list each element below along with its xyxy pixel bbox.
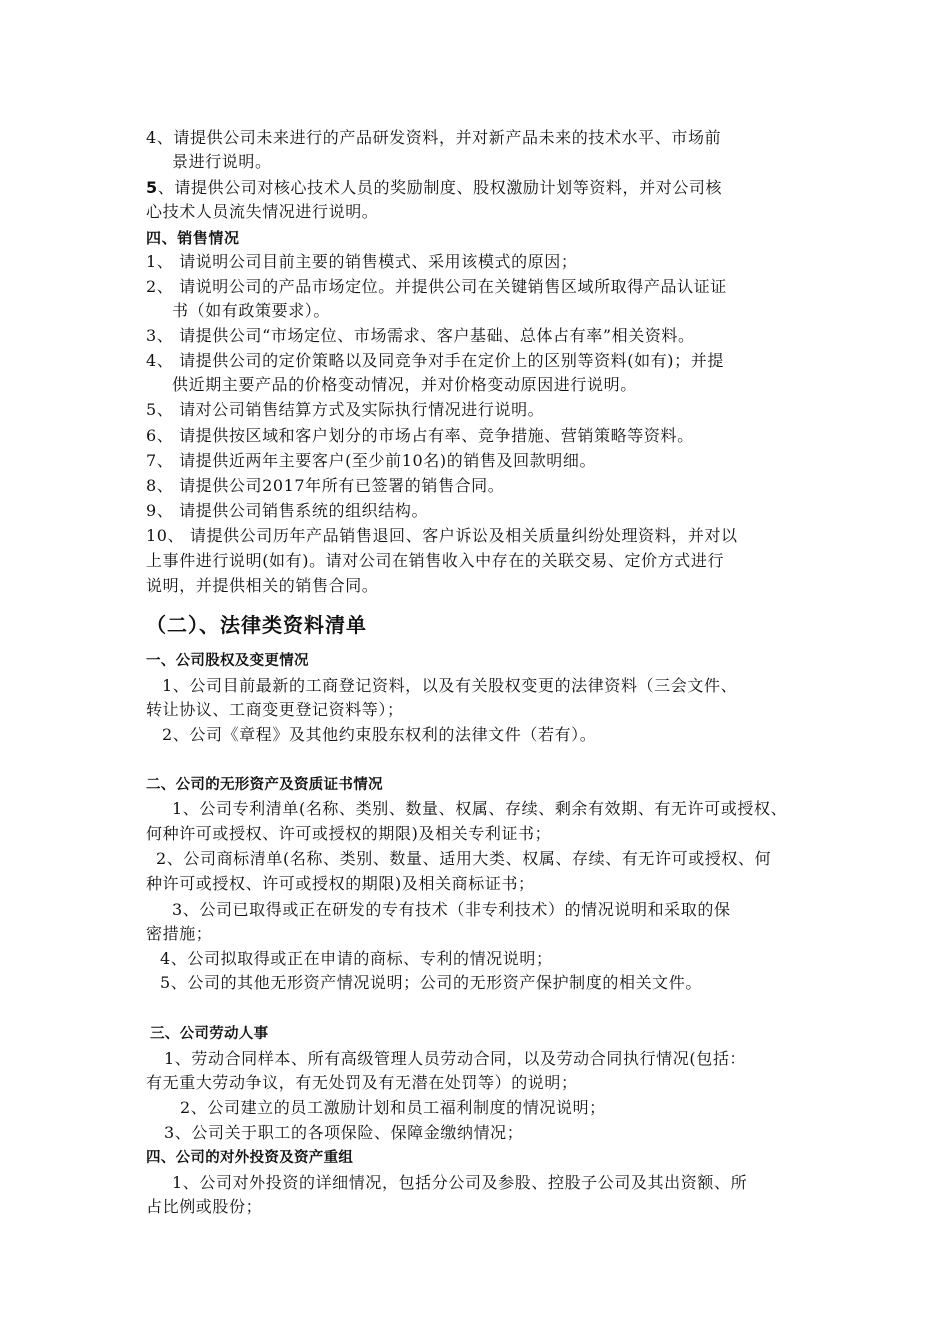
sales-heading: 四、销售情况 [146, 229, 240, 247]
legal-s4-heading: 四、公司的对外投资及资产重组 [146, 1150, 354, 1166]
legal-s4-item-1-line-2: 占比例或股份； [146, 1197, 263, 1216]
legal-s2-item-5: 5、公司的其他无形资产情况说明；公司的无形资产保护制度的相关文件。 [160, 973, 702, 992]
sales-item-6: 6、 请提供按区域和客户划分的市场占有率、竞争措施、营销策略等资料。 [146, 426, 694, 445]
sales-item-8: 8、 请提供公司2017年所有已签署的销售合同。 [146, 476, 505, 495]
legal-s1-item-2: 2、公司《章程》及其他约束股东权利的法律文件（若有）。 [162, 725, 597, 744]
legal-s2-item-1-line-2: 何种许可或授权、许可或授权的期限)及相关专利证书； [146, 824, 552, 843]
tech-item-4-line-1: 4、请提供公司未来进行的产品研发资料，并对新产品未来的技术水平、市场前 [146, 128, 722, 147]
tech-item-5-line-2: 心技术人员流失情况进行说明。 [146, 202, 379, 221]
sales-item-4-line-2: 供近期主要产品的价格变动情况，并对价格变动原因进行说明。 [172, 375, 637, 394]
legal-s2-item-2-line-2: 种许可或授权、许可或授权的期限)及相关商标证书； [146, 874, 535, 893]
legal-s2-item-3-line-2: 密措施； [146, 924, 213, 943]
legal-s1-item-1-line-2: 转让协议、工商变更登记资料等）； [146, 700, 404, 719]
legal-s4-item-1-line-1: 1、公司对外投资的详细情况，包括分公司及参股、控股子公司及其出资额、所 [172, 1173, 748, 1192]
legal-s2-heading: 二、公司的无形资产及资质证书情况 [146, 777, 383, 793]
tech-item-5-line-1 [146, 176, 811, 200]
sales-item-3: 3、 请提供公司“市场定位、市场需求、客户基础、总体占有率”相关资料。 [146, 326, 695, 345]
tech-item-5-text: 、请提供公司对核心技术人员的奖励制度、股权激励计划等资料，并对公司核 [157, 178, 723, 197]
sales-item-9: 9、 请提供公司销售系统的组织结构。 [146, 501, 429, 520]
legal-s2-item-3-line-1: 3、公司已取得或正在研发的专有技术（非专利技术）的情况说明和采取的保 [172, 900, 731, 919]
sales-item-2-line-1: 2、 请说明公司的产品市场定位。并提供公司在关键销售区域所取得产品认证证 [146, 277, 727, 296]
legal-s2-item-2-line-1: 2、公司商标清单(名称、类别、数量、适用大类、权属、存续、有无许可或授权、何 [156, 849, 772, 868]
sales-item-1: 1、 请说明公司目前主要的销售模式、采用该模式的原因； [146, 252, 578, 271]
sales-item-7: 7、 请提供近两年主要客户(至少前10名)的销售及回款明细。 [146, 451, 597, 470]
legal-s3-item-2: 2、公司建立的员工激励计划和员工福利制度的情况说明； [180, 1098, 606, 1117]
sales-item-4-line-1: 4、 请提供公司的定价策略以及同竞争对手在定价上的区别等资料(如有)；并提 [146, 351, 724, 370]
legal-section-title: （二）、法律类资料清单 [146, 613, 367, 637]
legal-s3-item-1-line-2: 有无重大劳动争议，有无处罚及有无潜在处罚等）的说明； [146, 1073, 578, 1092]
legal-s3-item-1-line-1: 1、劳动合同样本、所有高级管理人员劳动合同，以及劳动合同执行情况(包括： [164, 1049, 747, 1068]
legal-s3-item-3: 3、公司关于职工的各项保险、保障金缴纳情况； [164, 1123, 524, 1142]
legal-s1-heading: 一、公司股权及变更情况 [146, 653, 309, 669]
sales-item-2-line-2: 书（如有政策要求）。 [172, 301, 331, 320]
legal-s2-item-1-line-1: 1、公司专利清单(名称、类别、数量、权属、存续、剩余有效期、有无许可或授权、 [172, 799, 788, 818]
sales-item-10-line-1: 10、 请提供公司历年产品销售退回、客户诉讼及相关质量纠纷处理资料，并对以 [146, 526, 738, 545]
sales-item-10-line-2: 上事件进行说明(如有)。请对公司在销售收入中存在的关联交易、定价方式进行 [146, 551, 725, 570]
sales-item-5: 5、 请对公司销售结算方式及实际执行情况进行说明。 [146, 400, 545, 419]
legal-s2-item-4: 4、公司拟取得或正在申请的商标、专利的情况说明； [160, 949, 553, 968]
tech-item-5-number: 5 [146, 178, 158, 197]
legal-s3-heading: 三、公司劳动人事 [150, 1026, 269, 1042]
legal-s1-item-1-line-1: 1、公司目前最新的工商登记资料，以及有关股权变更的法律资料（三会文件、 [162, 676, 738, 695]
sales-item-10-line-3: 说明，并提供相关的销售合同。 [146, 576, 379, 595]
tech-item-4-line-2: 景进行说明。 [172, 152, 272, 171]
